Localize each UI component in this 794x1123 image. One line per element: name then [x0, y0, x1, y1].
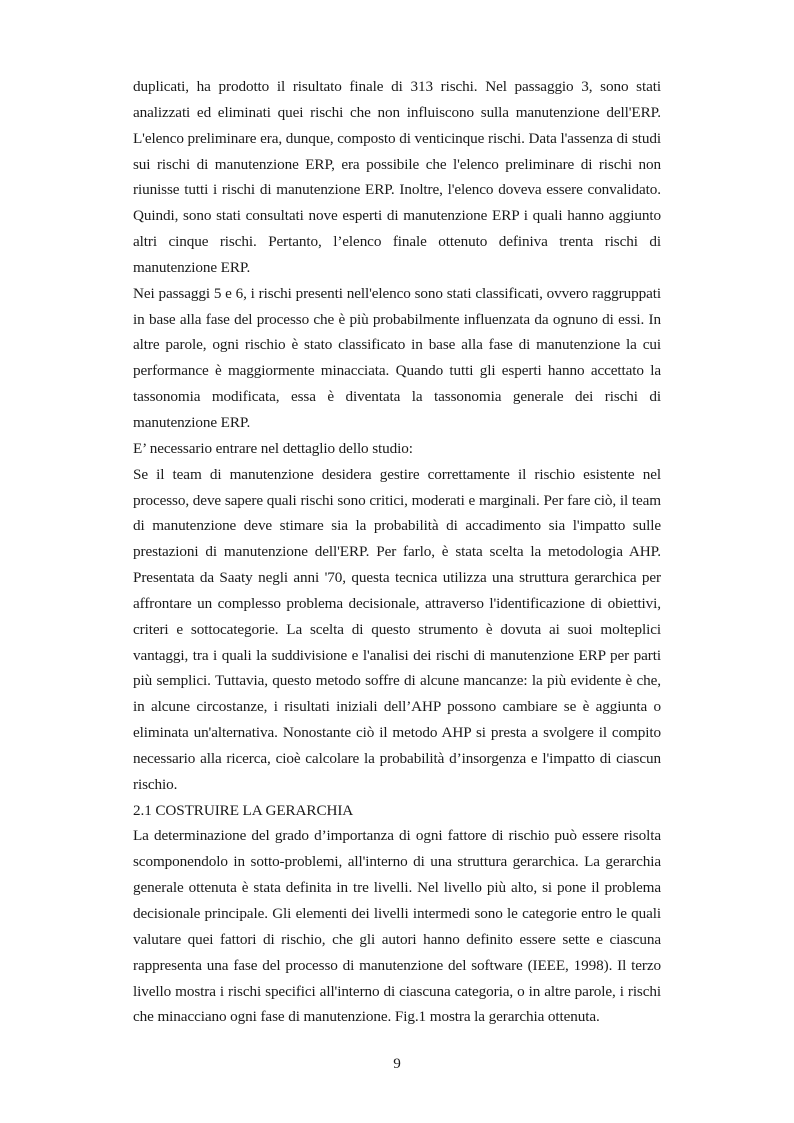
paragraph-classification: Nei passaggi 5 e 6, i rischi presenti nell'elenco sono stati classificati, ovvero raggruppati in base alla fase del processo che è più probabilmente influenzata da ognuno di essi. In altre parole, ogni rischio è stato classificato in base alla fase di manutenzione la cui performance è maggiormente minacciata. Quando tutti gli esperti hanno accettato la tassonomia modificata, essa è diventata la tassonomia generale dei rischi di manutenzione ERP.	[133, 284, 661, 431]
paragraph-hierarchy: La determinazione del grado d’importanza di ogni fattore di rischio può essere risolta scomponendolo in sotto-problemi, all'interno di una struttura gerarchica. La gerarchia generale ottenuta è stata definita in tre livelli. Nel livello più alto, si pone il problema decisionale principale. Gli elementi dei livelli intermedi sono le categorie entro le quali valutare quei fattori di rischio, che gli autori hanno definito essere sette e ciascuna rappresenta una fase del processo di manutenzione del software (IEEE, 1998). Il terzo livello mostra i rischi specifici all'interno di ciascuna categoria, o in altre parole, i rischi che minacciano ogni fase di manutenzione. Fig.1 mostra la gerarchia ottenuta.	[133, 827, 661, 1026]
paragraph-risk-list: duplicati, ha prodotto il risultato finale di 313 rischi. Nel passaggio 3, sono stati analizzati ed eliminati quei rischi che non influiscono sulla manutenzione dell'ERP. L'elenco preliminare era, dunque, composto di venticinque rischi. Data l'assenza di studi sui rischi di manutenzione ERP, era possibile che l'elenco preliminare di rischi non riunisse tutti i rischi di manutenzione ERP. Inoltre, l'elenco doveva essere convalidato. Quindi, sono stati consultati nove esperti di manutenzione ERP i quali hanno aggiunto altri cinque rischi. Pertanto, l’elenco finale ottenuto definiva trenta rischi di manutenzione ERP.	[133, 78, 661, 276]
paragraph-ahp-method: Se il team di manutenzione desidera gestire correttamente il rischio esistente nel processo, deve sapere quali rischi sono critici, moderati e marginali. Per fare ciò, il team di manutenzione deve stimare sia la probabilità di accadimento sia l'impatto sulle prestazioni di manutenzione dell'ERP. Per farlo, è stata scelta la metodologia AHP. Presentata da Saaty negli anni '70, questa tecnica utilizza una struttura gerarchica per affrontare un complesso problema decisionale, attraverso l'identificazione di obiettivi, criteri e sottocategorie. La scelta di questo strumento è dovuta ai suoi molteplici vantaggi, tra i quali la suddivisione e l'analisi dei rischi di manutenzione ERP per parti più semplici. Tuttavia, questo metodo soffre di alcune mancanze: la più evidente è che, in alcune circostanze, i risultati iniziali dell’AHP possono cambiare se è aggiunta o eliminata un'alternativa. Nonostante ciò il metodo AHP si presta a svolgere il compito necessario alla ricerca, cioè calcolare la probabilità d’insorgenza e l'impatto di ciascun rischio.	[133, 465, 661, 793]
page-number: 9	[393, 1055, 401, 1072]
document-body	[133, 74, 661, 1030]
section-heading: 2.1 COSTRUIRE LA GERARCHIA	[133, 801, 354, 819]
paragraph-study-intro: E’ necessario entrare nel dettaglio dello studio:	[133, 439, 413, 457]
